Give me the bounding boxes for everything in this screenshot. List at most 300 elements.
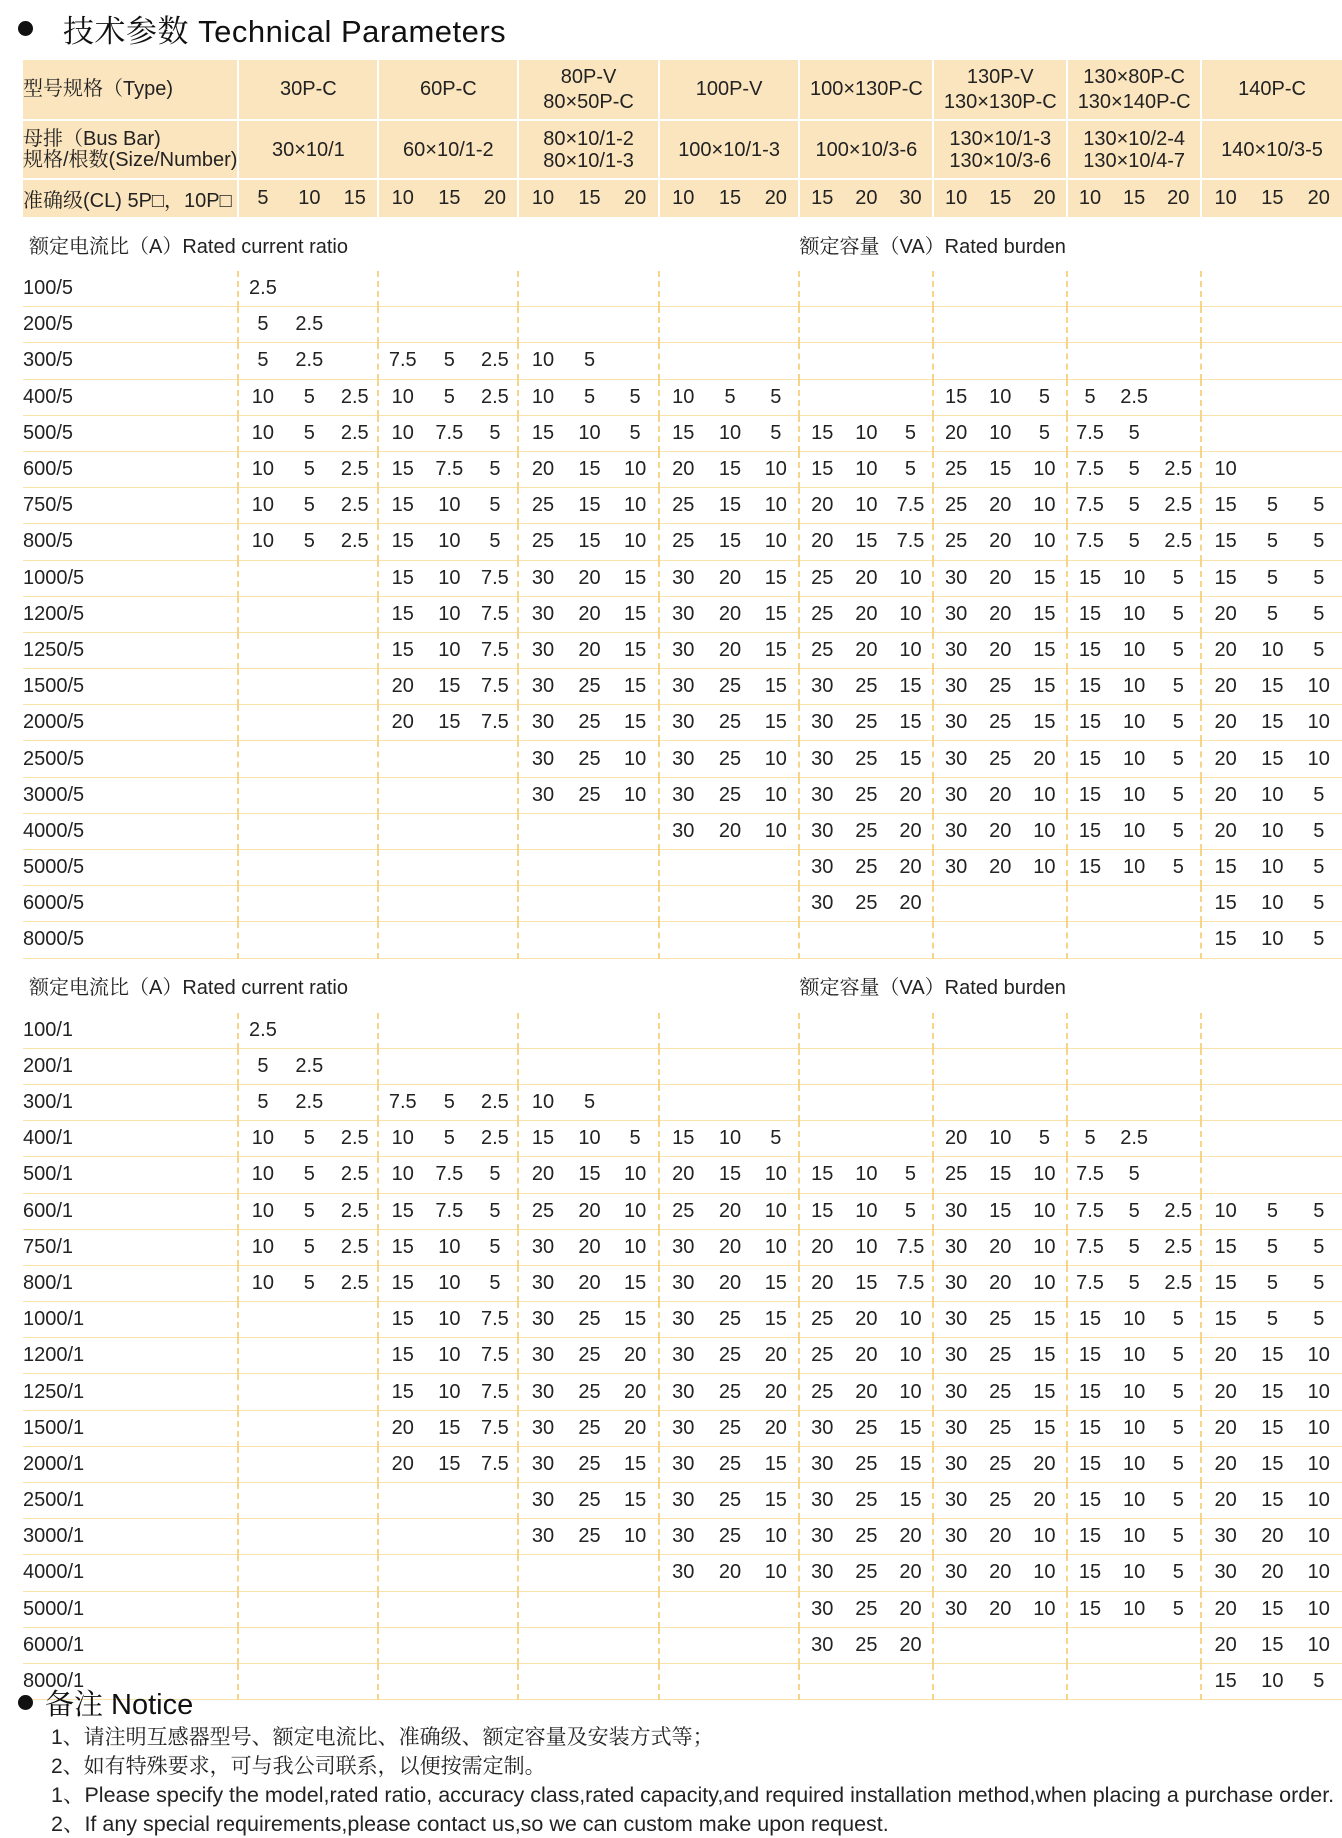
burden-cell: 15 bbox=[378, 488, 426, 524]
header-text: 100×130P-C bbox=[810, 78, 923, 100]
header-text: 80×10/1-2 bbox=[543, 128, 634, 150]
burden-cell bbox=[1296, 415, 1342, 451]
burden-cell: 20 bbox=[518, 1157, 566, 1193]
burden-cell bbox=[844, 1121, 889, 1157]
burden-cell: 25 bbox=[567, 1483, 613, 1519]
burden-cell: 5 bbox=[707, 379, 753, 415]
burden-cell: 10 bbox=[567, 1121, 613, 1157]
ratio-cell: 5000/5 bbox=[23, 850, 238, 886]
header-row-cl bbox=[23, 179, 1342, 217]
table-row bbox=[23, 524, 1342, 560]
burden-cell: 2.5 bbox=[332, 451, 378, 487]
burden-cell: 20 bbox=[707, 632, 753, 668]
burden-cell: 10 bbox=[1296, 1338, 1342, 1374]
burden-cell bbox=[286, 271, 332, 307]
burden-cell bbox=[426, 1519, 472, 1555]
burden-cell: 2.5 bbox=[238, 271, 286, 307]
burden-cell: 20 bbox=[978, 1591, 1023, 1627]
burden-cell: 25 bbox=[707, 1338, 753, 1374]
burden-cell: 30 bbox=[518, 596, 566, 632]
burden-cell: 5 bbox=[1156, 1410, 1201, 1446]
burden-cell: 10 bbox=[753, 1519, 799, 1555]
burden-cell: 25 bbox=[567, 1519, 613, 1555]
burden-cell: 10 bbox=[613, 488, 659, 524]
burden-cell: 5 bbox=[889, 1157, 934, 1193]
type-name-cell bbox=[378, 60, 518, 120]
ratio-cell: 8000/1 bbox=[23, 1663, 238, 1699]
burden-cell: 15 bbox=[1067, 596, 1112, 632]
burden-cell bbox=[472, 886, 518, 922]
burden-cell: 5 bbox=[238, 1048, 286, 1084]
burden-cell: 15 bbox=[1067, 1374, 1112, 1410]
burden-cell bbox=[286, 1410, 332, 1446]
burden-cell bbox=[286, 1302, 332, 1338]
burden-cell bbox=[238, 1446, 286, 1482]
burden-cell: 30 bbox=[518, 1265, 566, 1301]
header-text: 130×140P-C bbox=[1078, 91, 1191, 113]
burden-cell bbox=[238, 1555, 286, 1591]
burden-cell bbox=[1112, 1013, 1157, 1049]
burden-cell: 20 bbox=[799, 488, 844, 524]
burden-cell: 10 bbox=[238, 1193, 286, 1229]
burden-cell bbox=[799, 1048, 844, 1084]
burden-cell: 30 bbox=[933, 1193, 978, 1229]
burden-cell bbox=[472, 271, 518, 307]
burden-cell bbox=[889, 1121, 934, 1157]
burden-cell: 20 bbox=[707, 1555, 753, 1591]
burden-cell: 20 bbox=[753, 1338, 799, 1374]
burden-cell: 20 bbox=[707, 1193, 753, 1229]
burden-cell bbox=[567, 922, 613, 958]
burden-cell: 7.5 bbox=[1067, 451, 1112, 487]
burden-cell: 20 bbox=[753, 1374, 799, 1410]
burden-cell: 10 bbox=[1023, 1193, 1068, 1229]
ratio-cell: 3000/5 bbox=[23, 777, 238, 813]
burden-cell bbox=[1296, 379, 1342, 415]
burden-cell: 10 bbox=[844, 1157, 889, 1193]
burden-cell: 30 bbox=[933, 813, 978, 849]
burden-cell: 10 bbox=[978, 379, 1023, 415]
burden-cell bbox=[426, 1591, 472, 1627]
burden-cell: 5 bbox=[1249, 1302, 1295, 1338]
burden-cell: 2.5 bbox=[1156, 1265, 1201, 1301]
burden-cell: 15 bbox=[889, 1446, 934, 1482]
burden-cell bbox=[613, 813, 659, 849]
burden-cell: 5 bbox=[286, 1121, 332, 1157]
notice-section bbox=[18, 1682, 1334, 1838]
burden-cell: 5 bbox=[1112, 1265, 1157, 1301]
burden-cell: 25 bbox=[707, 1483, 753, 1519]
burden-cell bbox=[1201, 379, 1249, 415]
burden-cell: 25 bbox=[799, 1302, 844, 1338]
burden-cell: 25 bbox=[799, 1338, 844, 1374]
burden-cell: 20 bbox=[889, 1519, 934, 1555]
burden-cell bbox=[518, 307, 566, 343]
burden-cell: 15 bbox=[378, 1229, 426, 1265]
burden-cell: 20 bbox=[978, 488, 1023, 524]
header-text: 30×10/1 bbox=[272, 139, 345, 161]
burden-cell bbox=[426, 886, 472, 922]
burden-cell: 5 bbox=[1156, 669, 1201, 705]
table-row bbox=[23, 886, 1342, 922]
burden-cell: 30 bbox=[659, 596, 707, 632]
cl-cell: 20 bbox=[753, 179, 799, 217]
burden-cell: 25 bbox=[707, 777, 753, 813]
burden-cell bbox=[332, 1302, 378, 1338]
burden-cell: 15 bbox=[1201, 850, 1249, 886]
ratio-cell: 100/1 bbox=[23, 1013, 238, 1049]
burden-cell bbox=[426, 1048, 472, 1084]
burden-cell: 5 bbox=[238, 307, 286, 343]
cl-cell: 20 bbox=[1296, 179, 1342, 217]
burden-cell: 20 bbox=[1201, 669, 1249, 705]
ratio-cell: 800/5 bbox=[23, 524, 238, 560]
burden-cell bbox=[1296, 343, 1342, 379]
burden-cell: 5 bbox=[472, 1265, 518, 1301]
burden-cell: 20 bbox=[707, 813, 753, 849]
burden-cell: 25 bbox=[844, 1483, 889, 1519]
burden-cell: 30 bbox=[799, 1410, 844, 1446]
sub-header-row bbox=[23, 217, 1342, 271]
burden-cell: 15 bbox=[426, 669, 472, 705]
burden-cell: 5 bbox=[1296, 886, 1342, 922]
burden-cell: 5 bbox=[1249, 524, 1295, 560]
burden-cell: 5 bbox=[286, 379, 332, 415]
table-row bbox=[23, 1193, 1342, 1229]
burden-cell: 7.5 bbox=[1067, 524, 1112, 560]
burden-cell: 15 bbox=[1201, 560, 1249, 596]
burden-cell: 30 bbox=[933, 1555, 978, 1591]
burden-cell: 7.5 bbox=[889, 1229, 934, 1265]
burden-cell bbox=[238, 886, 286, 922]
burden-cell bbox=[1249, 1048, 1295, 1084]
burden-cell: 20 bbox=[567, 1229, 613, 1265]
burden-cell: 25 bbox=[978, 669, 1023, 705]
ratio-cell: 100/5 bbox=[23, 271, 238, 307]
burden-cell: 10 bbox=[889, 1302, 934, 1338]
burden-cell: 20 bbox=[978, 596, 1023, 632]
burden-cell: 10 bbox=[707, 1121, 753, 1157]
burden-cell bbox=[753, 343, 799, 379]
burden-cell: 10 bbox=[238, 1121, 286, 1157]
burden-cell bbox=[332, 307, 378, 343]
burden-cell: 30 bbox=[933, 596, 978, 632]
burden-cell: 5 bbox=[889, 1193, 934, 1229]
burden-cell: 2.5 bbox=[1156, 488, 1201, 524]
burden-cell: 15 bbox=[1023, 669, 1068, 705]
burden-cell bbox=[707, 307, 753, 343]
burden-cell: 10 bbox=[753, 451, 799, 487]
burden-cell bbox=[426, 1627, 472, 1663]
burden-cell bbox=[472, 1591, 518, 1627]
burden-cell: 5 bbox=[1296, 1229, 1342, 1265]
table-row bbox=[23, 1048, 1342, 1084]
table-row bbox=[23, 560, 1342, 596]
burden-cell: 15 bbox=[378, 596, 426, 632]
burden-cell: 5 bbox=[567, 379, 613, 415]
burden-cell bbox=[286, 777, 332, 813]
burden-cell bbox=[286, 596, 332, 632]
burden-cell: 15 bbox=[889, 705, 934, 741]
notice-line-2: 2、如有特殊要求，可与我公司联系，以便按需定制。 bbox=[51, 1753, 1334, 1782]
burden-cell bbox=[286, 922, 332, 958]
burden-cell: 10 bbox=[659, 379, 707, 415]
burden-cell: 5 bbox=[1296, 1663, 1342, 1699]
header-text: 130×10/1-3 bbox=[949, 128, 1051, 150]
burden-cell: 10 bbox=[518, 1084, 566, 1120]
burden-cell bbox=[1023, 1048, 1068, 1084]
burden-cell bbox=[332, 922, 378, 958]
burden-cell: 30 bbox=[518, 1338, 566, 1374]
burden-cell: 30 bbox=[659, 1338, 707, 1374]
burden-cell: 20 bbox=[1201, 741, 1249, 777]
burden-cell: 10 bbox=[978, 415, 1023, 451]
ratio-cell: 500/1 bbox=[23, 1157, 238, 1193]
cl-cell: 20 bbox=[613, 179, 659, 217]
burden-cell bbox=[1156, 1084, 1201, 1120]
burden-cell bbox=[933, 1013, 978, 1049]
burden-cell: 15 bbox=[378, 1265, 426, 1301]
burden-cell: 20 bbox=[1201, 632, 1249, 668]
burden-cell bbox=[332, 669, 378, 705]
table-row bbox=[23, 1446, 1342, 1482]
burden-cell bbox=[286, 1483, 332, 1519]
table-row bbox=[23, 1483, 1342, 1519]
burden-cell: 15 bbox=[426, 1410, 472, 1446]
burden-cell bbox=[426, 307, 472, 343]
burden-cell: 10 bbox=[1201, 451, 1249, 487]
burden-cell bbox=[933, 343, 978, 379]
burden-cell bbox=[332, 741, 378, 777]
burden-cell: 20 bbox=[889, 850, 934, 886]
burden-cell: 10 bbox=[1023, 1265, 1068, 1301]
burden-cell: 30 bbox=[933, 777, 978, 813]
burden-cell: 10 bbox=[889, 1374, 934, 1410]
burden-cell bbox=[332, 596, 378, 632]
burden-cell bbox=[659, 1591, 707, 1627]
burden-cell: 30 bbox=[933, 1519, 978, 1555]
ratio-cell: 300/5 bbox=[23, 343, 238, 379]
burden-cell bbox=[613, 886, 659, 922]
burden-cell bbox=[1023, 1084, 1068, 1120]
burden-cell bbox=[286, 741, 332, 777]
burden-cell: 10 bbox=[518, 343, 566, 379]
burden-cell: 2.5 bbox=[472, 1121, 518, 1157]
burden-cell: 10 bbox=[238, 1265, 286, 1301]
burden-cell bbox=[613, 1555, 659, 1591]
burden-cell bbox=[799, 271, 844, 307]
burden-cell bbox=[518, 1013, 566, 1049]
burden-cell: 15 bbox=[613, 632, 659, 668]
burden-cell: 15 bbox=[889, 1483, 934, 1519]
burden-cell bbox=[1023, 922, 1068, 958]
ratio-cell: 800/1 bbox=[23, 1265, 238, 1301]
burden-cell: 5 bbox=[1156, 1555, 1201, 1591]
burden-cell: 25 bbox=[978, 705, 1023, 741]
burden-cell: 15 bbox=[378, 524, 426, 560]
burden-cell bbox=[1201, 1121, 1249, 1157]
busbar-cell bbox=[1067, 120, 1201, 179]
burden-cell: 10 bbox=[753, 488, 799, 524]
burden-cell bbox=[799, 1121, 844, 1157]
burden-cell: 25 bbox=[567, 1302, 613, 1338]
burden-cell bbox=[332, 813, 378, 849]
burden-cell bbox=[332, 343, 378, 379]
header-text: 130×80P-C bbox=[1083, 66, 1185, 88]
ratio-cell: 200/1 bbox=[23, 1048, 238, 1084]
burden-cell: 10 bbox=[378, 1157, 426, 1193]
burden-cell: 20 bbox=[707, 1229, 753, 1265]
burden-cell: 7.5 bbox=[472, 669, 518, 705]
burden-cell bbox=[518, 813, 566, 849]
burden-cell: 2.5 bbox=[332, 415, 378, 451]
burden-cell: 15 bbox=[613, 1446, 659, 1482]
burden-cell: 5 bbox=[286, 1265, 332, 1301]
burden-cell: 15 bbox=[1067, 1483, 1112, 1519]
table-row bbox=[23, 488, 1342, 524]
burden-cell: 15 bbox=[753, 560, 799, 596]
burden-cell: 10 bbox=[1023, 1229, 1068, 1265]
burden-cell bbox=[844, 271, 889, 307]
burden-cell: 5 bbox=[567, 343, 613, 379]
burden-cell: 10 bbox=[753, 1555, 799, 1591]
burden-cell: 20 bbox=[933, 415, 978, 451]
burden-cell: 25 bbox=[933, 488, 978, 524]
burden-cell: 5 bbox=[1296, 922, 1342, 958]
burden-cell: 5 bbox=[238, 1084, 286, 1120]
burden-cell: 15 bbox=[753, 669, 799, 705]
cl-cell: 10 bbox=[378, 179, 426, 217]
busbar-label bbox=[23, 120, 238, 179]
burden-cell bbox=[378, 1555, 426, 1591]
burden-cell: 7.5 bbox=[1067, 1229, 1112, 1265]
header-text: 80×50P-C bbox=[543, 91, 634, 113]
burden-cell: 30 bbox=[659, 1374, 707, 1410]
burden-cell bbox=[518, 1627, 566, 1663]
burden-cell: 5 bbox=[753, 415, 799, 451]
burden-cell bbox=[426, 1013, 472, 1049]
header-text: 100×10/3-6 bbox=[816, 139, 918, 161]
table-row bbox=[23, 1084, 1342, 1120]
burden-cell bbox=[844, 343, 889, 379]
burden-cell bbox=[378, 886, 426, 922]
table-row bbox=[23, 741, 1342, 777]
burden-cell: 10 bbox=[613, 1229, 659, 1265]
cl-cell: 10 bbox=[518, 179, 566, 217]
burden-cell: 10 bbox=[1296, 1483, 1342, 1519]
burden-cell bbox=[518, 850, 566, 886]
burden-cell: 25 bbox=[707, 1410, 753, 1446]
burden-cell: 10 bbox=[238, 488, 286, 524]
burden-cell bbox=[1201, 1013, 1249, 1049]
table-row bbox=[23, 1374, 1342, 1410]
burden-cell: 20 bbox=[889, 813, 934, 849]
burden-cell: 5 bbox=[1112, 451, 1157, 487]
burden-cell bbox=[1249, 307, 1295, 343]
burden-cell: 10 bbox=[707, 415, 753, 451]
burden-cell bbox=[799, 379, 844, 415]
header-text: 60P-C bbox=[420, 78, 477, 100]
burden-cell bbox=[933, 1627, 978, 1663]
burden-cell bbox=[238, 741, 286, 777]
burden-cell bbox=[933, 271, 978, 307]
table-row bbox=[23, 1013, 1342, 1049]
burden-cell: 20 bbox=[889, 886, 934, 922]
burden-cell: 10 bbox=[1112, 741, 1157, 777]
burden-cell bbox=[378, 813, 426, 849]
burden-cell bbox=[332, 632, 378, 668]
burden-cell: 30 bbox=[659, 632, 707, 668]
burden-cell: 10 bbox=[1112, 1591, 1157, 1627]
header-text: 130×10/3-6 bbox=[949, 150, 1051, 172]
burden-cell bbox=[613, 343, 659, 379]
burden-cell bbox=[707, 1084, 753, 1120]
burden-cell: 5 bbox=[613, 1121, 659, 1157]
burden-cell: 2.5 bbox=[286, 1084, 332, 1120]
burden-cell bbox=[426, 850, 472, 886]
burden-cell bbox=[1112, 922, 1157, 958]
ratio-cell: 300/1 bbox=[23, 1084, 238, 1120]
burden-cell bbox=[707, 1013, 753, 1049]
burden-cell: 15 bbox=[613, 1302, 659, 1338]
burden-heading: 额定容量（VA）Rated burden bbox=[799, 958, 1342, 1013]
burden-cell: 15 bbox=[1067, 1446, 1112, 1482]
burden-cell: 20 bbox=[707, 1265, 753, 1301]
burden-cell bbox=[378, 1519, 426, 1555]
burden-cell: 15 bbox=[1067, 1591, 1112, 1627]
burden-cell: 20 bbox=[799, 1229, 844, 1265]
burden-cell bbox=[1249, 271, 1295, 307]
burden-cell bbox=[238, 1483, 286, 1519]
burden-cell: 15 bbox=[567, 524, 613, 560]
parameters-table bbox=[23, 60, 1342, 1700]
burden-cell bbox=[518, 271, 566, 307]
burden-cell bbox=[332, 886, 378, 922]
burden-cell bbox=[567, 1048, 613, 1084]
burden-cell: 5 bbox=[1067, 379, 1112, 415]
burden-cell: 30 bbox=[518, 632, 566, 668]
burden-cell bbox=[844, 1048, 889, 1084]
cl-cell: 10 bbox=[1067, 179, 1112, 217]
burden-cell: 30 bbox=[933, 1410, 978, 1446]
burden-cell: 15 bbox=[1023, 1302, 1068, 1338]
burden-cell: 5 bbox=[472, 415, 518, 451]
burden-cell: 2.5 bbox=[1112, 379, 1157, 415]
header-text: 80×10/1-3 bbox=[543, 150, 634, 172]
burden-cell: 10 bbox=[1112, 1555, 1157, 1591]
ratio-cell: 3000/1 bbox=[23, 1519, 238, 1555]
burden-cell bbox=[426, 1555, 472, 1591]
burden-cell: 15 bbox=[799, 1157, 844, 1193]
burden-cell bbox=[933, 1084, 978, 1120]
cl-cell: 15 bbox=[1249, 179, 1295, 217]
burden-cell: 5 bbox=[1112, 415, 1157, 451]
burden-cell: 30 bbox=[799, 705, 844, 741]
type-name-cell bbox=[518, 60, 658, 120]
header-row-busbar bbox=[23, 120, 1342, 179]
burden-cell: 10 bbox=[1296, 669, 1342, 705]
header-text: 140×10/3-5 bbox=[1221, 139, 1323, 161]
burden-cell: 30 bbox=[799, 1519, 844, 1555]
burden-cell: 2.5 bbox=[332, 488, 378, 524]
ratio-cell: 1200/5 bbox=[23, 596, 238, 632]
burden-cell: 5 bbox=[1156, 850, 1201, 886]
burden-cell: 10 bbox=[426, 1374, 472, 1410]
burden-cell bbox=[1112, 1084, 1157, 1120]
burden-cell bbox=[659, 886, 707, 922]
burden-cell bbox=[753, 1591, 799, 1627]
burden-cell bbox=[1201, 1048, 1249, 1084]
